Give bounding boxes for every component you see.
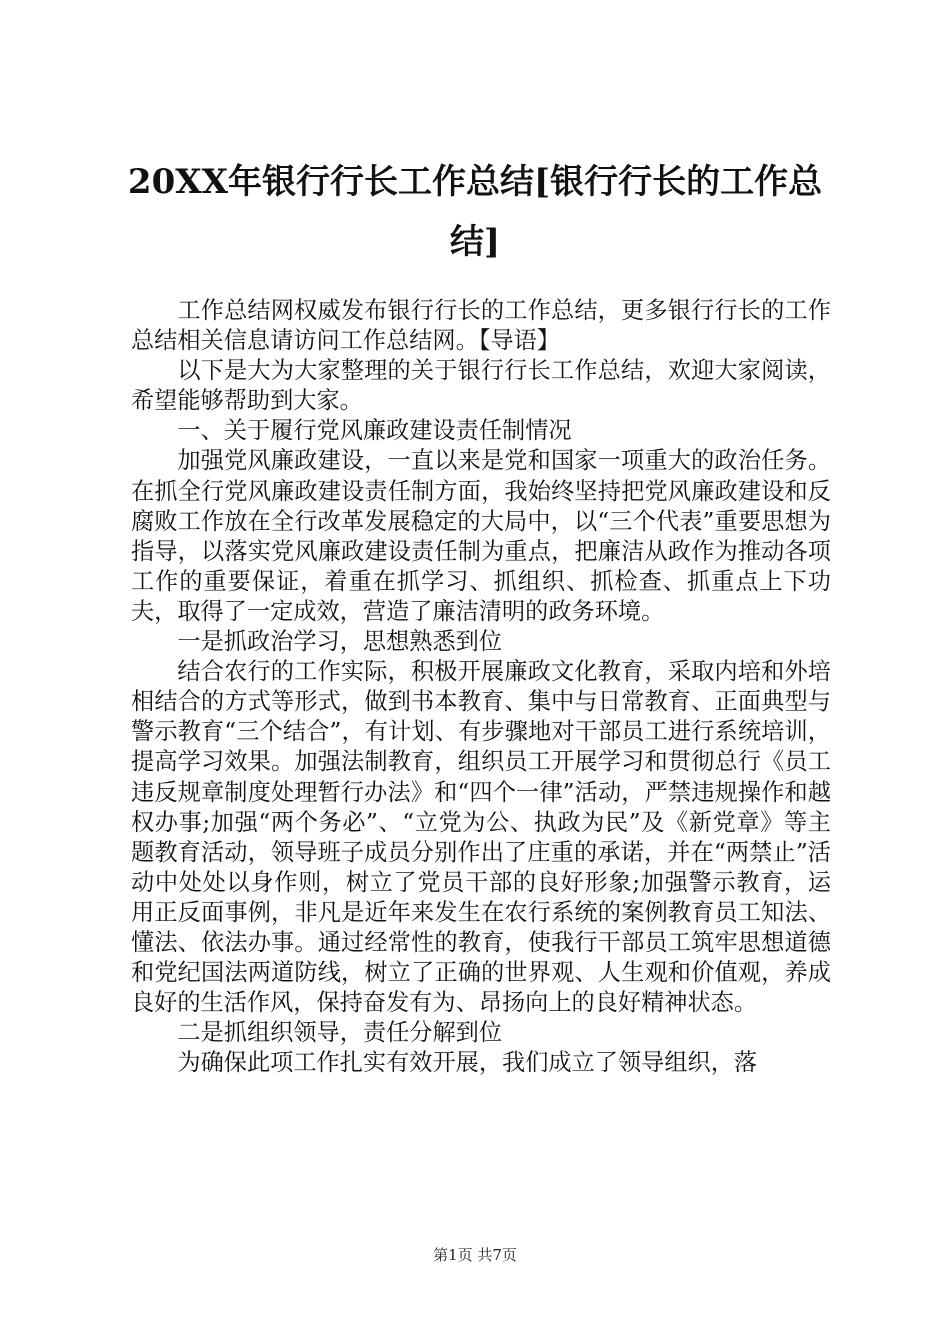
- subheading-1: 一是抓政治学习，思想熟悉到位: [177, 628, 503, 656]
- document-title: 20XX年银行行长工作总结[银行行长的工作总结]: [127, 162, 823, 262]
- subheading-2: 二是抓组织领导，责任分解到位: [177, 1019, 503, 1047]
- paragraph-section-1: 加强党风廉政建设，一直以来是党和国家一项重大的政治任务。在抓全行党风廉政建设责任制方面，我始终坚持把党风廉政建设和反腐败工作放在全行改革发展稳定的大局中，以“三个代表”重要思想为指导，以落实党风廉政建设责任制为重点，把廉洁从政作为推动各项工作的重要保证，着重在抓学习、抓组织、抓检查、抓重点上下功夫，取得了一定成效，营造了廉洁清明的政务环境。: [131, 447, 831, 625]
- page-number-footer: 第1页 共7页: [433, 1246, 517, 1264]
- section-heading-1: 一、关于履行党风廉政建设责任制情况: [177, 417, 572, 445]
- paragraph-subsection-2: 为确保此项工作扎实有效开展，我们成立了领导组织，落: [177, 1049, 758, 1077]
- paragraph-intro: 工作总结网权威发布银行行长的工作总结，更多银行行长的工作总结相关信息请访问工作总结网。【导语】: [131, 297, 831, 355]
- paragraph-subsection-1: 结合农行的工作实际，积极开展廉政文化教育，采取内培和外培相结合的方式等形式，做到书本教育、集中与日常教育、正面典型与警示教育“三个结合”，有计划、有步骤地对干部员工进行系统培训，提高学习效果。加强法制教育，组织员工开展学习和贯彻总行《员工违反规章制度处理暂行办法》和“四个一律”活动，严禁违规操作和越权办事;加强“两个务必”、“立党为公、执政为民”及《新党章》等主题教育活动，领导班子成员分别作出了庄重的承诺，并在“两禁止”活动中处处以身作则，树立了党员干部的良好形象;加强警示教育，运用正反面事例，非凡是近年来发生在农行系统的案例教育员工知法、懂法、依法办事。通过经常性的教育，使我行干部员工筑牢思想道德和党纪国法两道防线，树立了正确的世界观、人生观和价值观，养成良好的生活作风，保持奋发有为、昂扬向上的良好精神状态。: [131, 658, 831, 1017]
- paragraph-lead: 以下是大为大家整理的关于银行行长工作总结，欢迎大家阅读，希望能够帮助到大家。: [131, 357, 831, 415]
- document-body: [131, 296, 831, 1078]
